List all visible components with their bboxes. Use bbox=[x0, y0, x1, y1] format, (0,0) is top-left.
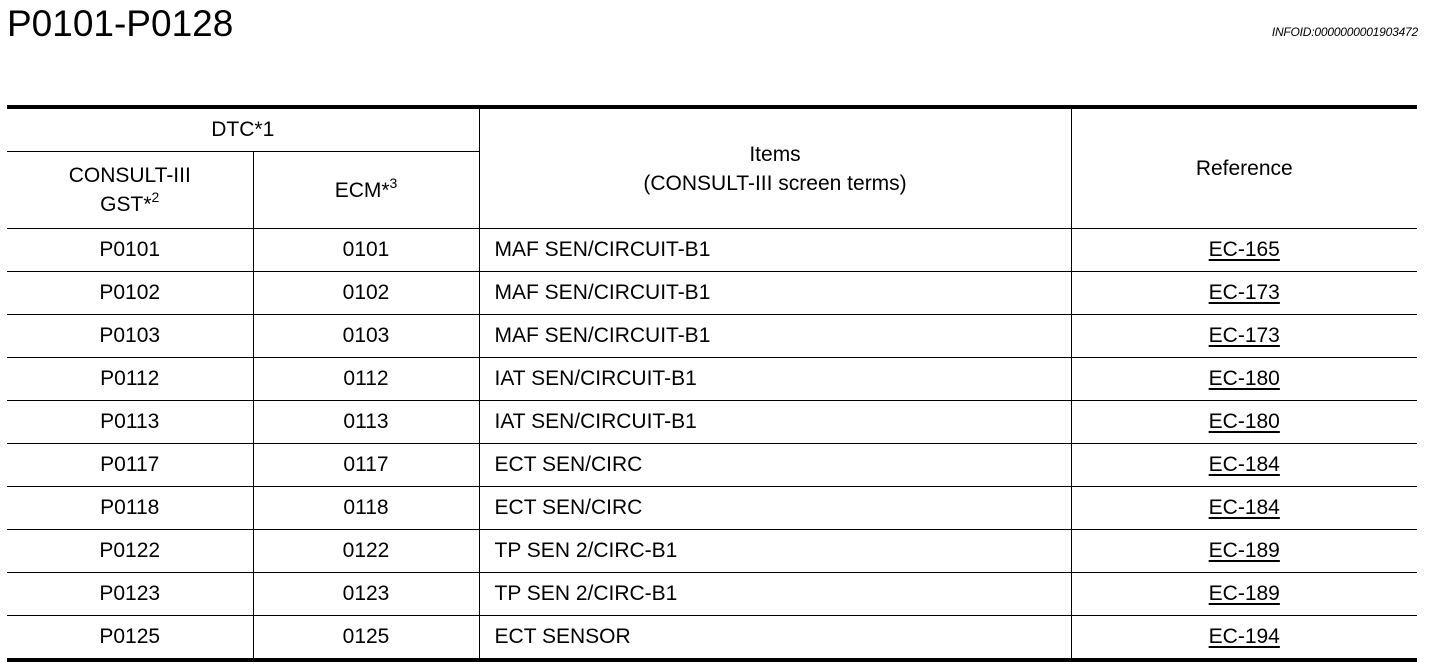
consult-code-cell: P0118 bbox=[7, 487, 253, 530]
items-header bbox=[479, 107, 1071, 229]
page-title: P0101-P0128 bbox=[7, 3, 234, 44]
item-cell: TP SEN 2/CIRC-B1 bbox=[479, 530, 1071, 573]
consult-footnote-mark: 2 bbox=[151, 189, 160, 205]
table-row bbox=[7, 401, 1417, 444]
reference-cell bbox=[1071, 616, 1417, 661]
items-header-line1: Items bbox=[749, 142, 801, 166]
consult-code-cell: P0112 bbox=[7, 358, 253, 401]
table-row bbox=[7, 315, 1417, 358]
consult-code-cell: P0123 bbox=[7, 573, 253, 616]
reference-cell bbox=[1071, 272, 1417, 315]
reference-cell bbox=[1071, 530, 1417, 573]
reference-cell bbox=[1071, 358, 1417, 401]
ecm-code-cell: 0101 bbox=[253, 229, 479, 272]
reference-link[interactable]: EC-194 bbox=[1208, 625, 1280, 648]
item-cell: MAF SEN/CIRCUIT-B1 bbox=[479, 229, 1071, 272]
dtc-table-body bbox=[7, 229, 1417, 661]
reference-link[interactable]: EC-180 bbox=[1208, 410, 1280, 433]
reference-cell bbox=[1071, 444, 1417, 487]
ecm-code-cell: 0125 bbox=[253, 616, 479, 661]
info-id: INFOID:0000000001903472 bbox=[1271, 25, 1418, 39]
item-cell: IAT SEN/CIRCUIT-B1 bbox=[479, 401, 1071, 444]
item-cell: ECT SEN/CIRC bbox=[479, 444, 1071, 487]
consult-gst-header bbox=[7, 152, 253, 229]
reference-link[interactable]: EC-184 bbox=[1208, 496, 1280, 519]
ecm-code-cell: 0113 bbox=[253, 401, 479, 444]
consult-code-cell: P0125 bbox=[7, 616, 253, 661]
items-header-line2: (CONSULT-III screen terms) bbox=[643, 171, 907, 195]
reference-cell bbox=[1071, 229, 1417, 272]
reference-cell bbox=[1071, 401, 1417, 444]
ecm-code-cell: 0122 bbox=[253, 530, 479, 573]
table-row bbox=[7, 530, 1417, 573]
reference-link[interactable]: EC-189 bbox=[1208, 539, 1280, 562]
item-cell: MAF SEN/CIRCUIT-B1 bbox=[479, 272, 1071, 315]
reference-link[interactable]: EC-173 bbox=[1208, 281, 1280, 304]
consult-code-cell: P0102 bbox=[7, 272, 253, 315]
reference-link[interactable]: EC-180 bbox=[1208, 367, 1280, 390]
ecm-code-cell: 0103 bbox=[253, 315, 479, 358]
reference-cell bbox=[1071, 487, 1417, 530]
table-row bbox=[7, 573, 1417, 616]
table-row bbox=[7, 616, 1417, 661]
ecm-header bbox=[253, 152, 479, 229]
consult-code-cell: P0113 bbox=[7, 401, 253, 444]
item-cell: ECT SENSOR bbox=[479, 616, 1071, 661]
dtc-table bbox=[7, 105, 1417, 662]
ecm-code-cell: 0117 bbox=[253, 444, 479, 487]
ecm-code-cell: 0112 bbox=[253, 358, 479, 401]
ecm-code-cell: 0118 bbox=[253, 487, 479, 530]
ecm-code-cell: 0102 bbox=[253, 272, 479, 315]
consult-code-cell: P0103 bbox=[7, 315, 253, 358]
reference-link[interactable]: EC-189 bbox=[1208, 582, 1280, 605]
ecm-code-cell: 0123 bbox=[253, 573, 479, 616]
reference-cell bbox=[1071, 573, 1417, 616]
consult-code-cell: P0101 bbox=[7, 229, 253, 272]
reference-link[interactable]: EC-173 bbox=[1208, 324, 1280, 347]
dtc-header: DTC*1 bbox=[7, 107, 479, 152]
table-row bbox=[7, 444, 1417, 487]
ecm-header-label: ECM* bbox=[334, 178, 390, 202]
consult-header-line1: CONSULT-III bbox=[68, 164, 191, 187]
reference-header: Reference bbox=[1071, 107, 1417, 229]
table-row bbox=[7, 229, 1417, 272]
consult-code-cell: P0122 bbox=[7, 530, 253, 573]
ecm-footnote-mark: 3 bbox=[389, 174, 398, 191]
table-row bbox=[7, 358, 1417, 401]
table-row bbox=[7, 272, 1417, 315]
item-cell: IAT SEN/CIRCUIT-B1 bbox=[479, 358, 1071, 401]
item-cell: TP SEN 2/CIRC-B1 bbox=[479, 573, 1071, 616]
item-cell: MAF SEN/CIRCUIT-B1 bbox=[479, 315, 1071, 358]
table-row bbox=[7, 487, 1417, 530]
reference-link[interactable]: EC-165 bbox=[1208, 238, 1280, 261]
reference-cell bbox=[1071, 315, 1417, 358]
reference-link[interactable]: EC-184 bbox=[1208, 453, 1280, 476]
consult-code-cell: P0117 bbox=[7, 444, 253, 487]
consult-header-line2: GST* bbox=[100, 193, 152, 216]
item-cell: ECT SEN/CIRC bbox=[479, 487, 1071, 530]
